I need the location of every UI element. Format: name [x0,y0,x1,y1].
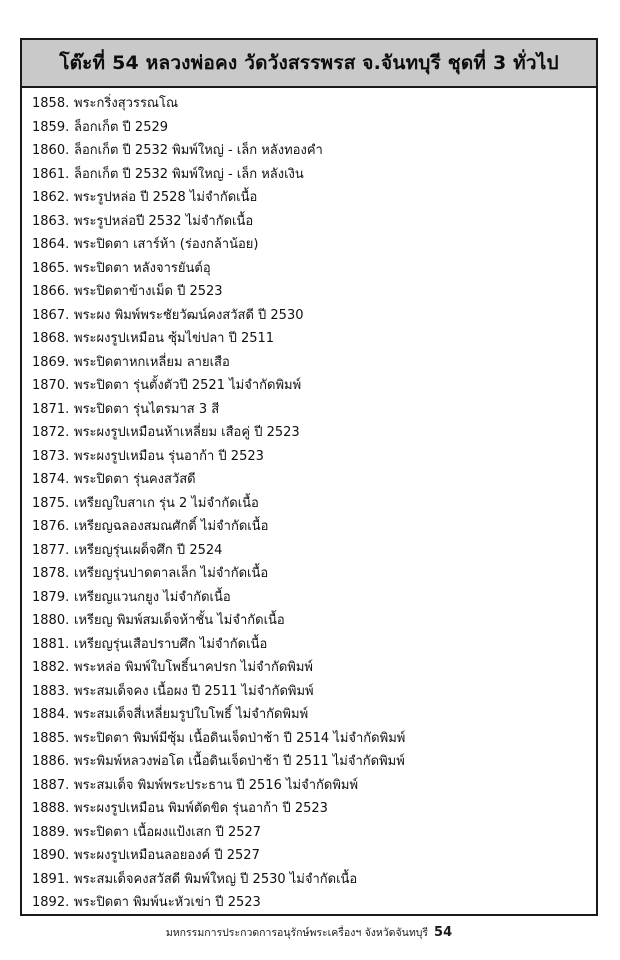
list-item [32,774,592,798]
list-item [32,680,592,704]
item-text: พระผงรูปเหมือน ซุ้มไข่ปลา ปี 2511 [74,331,275,346]
item-number: 1868. [32,331,70,346]
list-item [32,139,592,163]
page-header [20,38,598,88]
item-text: เหรียญรุ่นปาดตาลเล็ก ไม่จำกัดเนื้อ [74,566,269,581]
item-text: พระรูปหล่อปี 2532 ไม่จำกัดเนื้อ [74,213,254,229]
list-item [32,656,592,680]
list-item [32,92,592,116]
item-text: พระปิดตาข้างเม็ด ปี 2523 [74,284,223,299]
list-item [32,515,592,539]
list-item [32,609,592,633]
list-item [32,750,592,774]
item-text: พระปิดตา หลังจารยันต์อุ [74,260,211,276]
item-number: 1879. [32,589,70,605]
item-text: พระปิดตาหกเหลี่ยม ลายเสือ [74,354,230,370]
item-number: 1874. [32,472,70,487]
item-text: พระปิดตา เนื้อผงแป้งเสก ปี 2527 [74,824,262,840]
list-item [32,280,592,304]
item-number: 1892. [32,895,70,910]
item-number: 1866. [32,284,70,299]
item-number: 1885. [32,730,70,746]
page-title: โต๊ะที่ 54 หลวงพ่อคง วัดวังสรรพรส จ.จันทบุรี ชุดที่ 3 ทั่วไป [59,52,559,74]
list-item [32,562,592,586]
item-text: พระสมเด็จคงสวัสดี พิมพ์ใหญ่ ปี 2530 ไม่จำกัดเนื้อ [74,871,358,887]
item-number: 1887. [32,777,70,793]
list-item [32,374,592,398]
item-number: 1891. [32,871,70,887]
list-item [32,304,592,328]
list-item [32,868,592,892]
item-number: 1881. [32,636,70,652]
item-text: เหรียญรุ่นเสือปราบศึก ไม่จำกัดเนื้อ [74,636,268,652]
item-number: 1865. [32,260,70,276]
item-text: พระสมเด็จสี่เหลี่ยมรูปใบโพธิ์ ไม่จำกัดพิมพ์ [74,707,309,722]
item-text: พระหล่อ พิมพ์ใบโพธิ์นาคปรก ไม่จำกัดพิมพ์ [74,660,313,675]
list-item [32,233,592,257]
item-text: เหรียญ พิมพ์สมเด็จห้าชั้น ไม่จำกัดเนื้อ [74,613,285,628]
item-number: 1883. [32,683,70,699]
list-item [32,186,592,210]
page-number: 54 [434,924,453,940]
item-number: 1878. [32,566,70,581]
item-text: พระสมเด็จคง เนื้อผง ปี 2511 ไม่จำกัดพิมพ์ [74,683,314,699]
item-number: 1869. [32,354,70,370]
item-number: 1886. [32,754,70,769]
item-text: ล็อกเก็ต ปี 2532 พิมพ์ใหญ่ - เล็ก หลังทองคำ [74,143,323,158]
item-text: พระกริ่งสุวรรณโณ [74,96,179,111]
item-text: พระปิดตา พิมพ์นะหัวเข่า ปี 2523 [74,895,261,910]
list-item [32,797,592,821]
item-text: พระรูปหล่อ ปี 2528 ไม่จำกัดเนื้อ [74,190,258,205]
item-number: 1889. [32,824,70,840]
item-text: เหรียญฉลองสมณศักดิ์ ไม่จำกัดเนื้อ [74,519,269,534]
item-text: พระผงรูปเหมือนลอยองค์ ปี 2527 [74,848,260,863]
item-number: 1863. [32,213,70,229]
list-item [32,445,592,469]
item-text: พระผงรูปเหมือน พิมพ์ตัดขิด รุ่นอาก้า ปี 2523 [74,801,328,816]
item-text: เหรียญแวนกยูง ไม่จำกัดเนื้อ [74,589,231,605]
list-item [32,257,592,281]
item-number: 1862. [32,190,70,205]
item-text: เหรียญรุ่นเผด็จศึก ปี 2524 [74,542,223,558]
item-text: ล็อกเก็ต ปี 2529 [74,119,169,135]
item-text: พระพิมพ์หลวงพ่อโต เนื้อดินเจ็ดป่าช้า ปี 2511 ไม่จำกัดพิมพ์ [74,754,405,769]
item-number: 1884. [32,707,70,722]
footer-text: มหกรรมการประกวดการอนุรักษ์พระเครื่องฯ จังหวัดจันทบุรี [165,926,429,939]
list-item [32,586,592,610]
item-number: 1871. [32,401,70,417]
item-number: 1875. [32,495,70,511]
item-text: พระปิดตา เสาร์ห้า (ร่องกล้าน้อย) [74,237,259,252]
list-item [32,844,592,868]
item-number: 1876. [32,519,70,534]
item-text: พระผงรูปเหมือน รุ่นอาก้า ปี 2523 [74,448,264,464]
item-number: 1859. [32,119,70,135]
list-item [32,539,592,563]
item-text: พระปิดตา พิมพ์มีซุ้ม เนื้อดินเจ็ดป่าช้า ปี 2514 ไม่จำกัดพิมพ์ [74,730,406,746]
item-text: พระปิดตา รุ่นตั้งตัวปี 2521 ไม่จำกัดพิมพ์ [74,378,302,393]
item-number: 1860. [32,143,70,158]
item-text: เหรียญใบสาเก รุ่น 2 ไม่จำกัดเนื้อ [74,495,259,511]
list-item [32,468,592,492]
item-number: 1872. [32,425,70,440]
item-number: 1867. [32,307,70,323]
list-item [32,821,592,845]
page-footer [20,921,598,943]
item-text: พระปิดตา รุ่นไตรมาส 3 สี [74,401,220,417]
item-number: 1870. [32,378,70,393]
item-text: พระปิดตา รุ่นคงสวัสดี [74,472,196,487]
list-item [32,492,592,516]
list-item [32,116,592,140]
item-number: 1877. [32,542,70,558]
list-item [32,210,592,234]
item-number: 1864. [32,237,70,252]
list-item [32,327,592,351]
list-item [32,891,592,915]
list-item [32,163,592,187]
amulet-list [32,92,592,915]
item-number: 1873. [32,448,70,464]
item-text: พระผง พิมพ์พระชัยวัฒน์คงสวัสดี ปี 2530 [74,307,304,323]
item-text: ล็อกเก็ต ปี 2532 พิมพ์ใหญ่ - เล็ก หลังเงิน [74,166,304,182]
item-number: 1888. [32,801,70,816]
item-number: 1861. [32,166,70,182]
item-text: พระสมเด็จ พิมพ์พระประธาน ปี 2516 ไม่จำกัดพิมพ์ [74,777,359,793]
item-text: พระผงรูปเหมือนห้าเหลี่ยม เสือคู่ ปี 2523 [74,425,300,440]
list-item [32,351,592,375]
item-number: 1880. [32,613,70,628]
list-item [32,398,592,422]
item-number: 1882. [32,660,70,675]
list-item [32,703,592,727]
item-number: 1890. [32,848,70,863]
list-item [32,421,592,445]
list-item [32,633,592,657]
list-item [32,727,592,751]
item-number: 1858. [32,96,70,111]
